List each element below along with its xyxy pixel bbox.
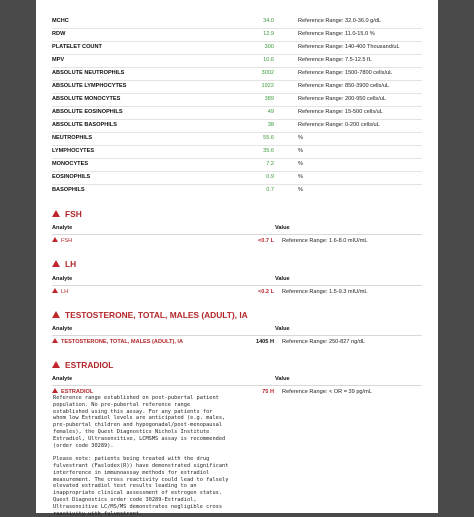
analyte-name: LH [52, 286, 68, 298]
result-row-platelet-count [52, 41, 432, 54]
warning-icon [52, 361, 60, 368]
reference-range: Reference Range: 11.0-15.0 % [298, 31, 375, 37]
result-row-monocytes [52, 158, 432, 171]
value-column-header: Value [275, 376, 290, 382]
result-value: 12.9 [263, 31, 274, 37]
value-column-header: Value [275, 276, 290, 282]
reference-range: % [298, 187, 303, 193]
analyte-name: ABSOLUTE NEUTROPHILS [52, 70, 125, 76]
analyte-name: BASOPHILS [52, 187, 85, 193]
reference-range: Reference Range: 140-400 Thousand/uL [298, 44, 400, 50]
result-value: <0.7 L [257, 238, 274, 244]
reference-range: Reference Range: 1500-7800 cells/uL [298, 70, 393, 76]
result-row-mchc [52, 15, 432, 28]
result-row-neutrophils [52, 132, 432, 145]
result-value: 1405 H [255, 339, 274, 345]
analyte-column-header: Analyte [52, 376, 73, 382]
reference-range: Reference Range: < OR = 39 pg/mL [282, 389, 372, 395]
analyte-column-header: Analyte [52, 225, 73, 231]
analyte-name: MONOCYTES [52, 161, 89, 167]
reference-range: Reference Range: 850-3900 cells/uL [298, 83, 390, 89]
result-value: 389 [264, 96, 274, 102]
analyte-name: PLATELET COUNT [52, 44, 102, 50]
section-title-testosterone: TESTOSTERONE, TOTAL, MALES (ADULT), IA [52, 309, 248, 321]
warning-icon [52, 260, 60, 267]
result-row-lh [52, 286, 422, 298]
result-row-basophils [52, 184, 432, 197]
result-value: 0.7 [266, 187, 274, 193]
table-header [52, 373, 422, 386]
warning-icon [52, 388, 58, 393]
analyte-name: FSH [52, 235, 72, 247]
warning-icon [52, 288, 58, 293]
result-value: 34.0 [263, 18, 274, 24]
analyte-name: ABSOLUTE LYMPHOCYTES [52, 83, 127, 89]
reference-range: Reference Range: 7.5-12.5 fL [298, 57, 372, 63]
analyte-name: RDW [52, 31, 66, 37]
section-title-fsh: FSH [52, 208, 82, 220]
analyte-column-header: Analyte [52, 326, 73, 332]
result-row-fsh [52, 235, 422, 247]
analyte-name: ABSOLUTE EOSINOPHILS [52, 109, 123, 115]
result-value: 3002 [261, 70, 274, 76]
result-row-absolute-basophils [52, 119, 432, 132]
analyte-name: TESTOSTERONE, TOTAL, MALES (ADULT), IA [52, 336, 183, 348]
reference-range: Reference Range: 1.6-8.0 mIU/mL [282, 238, 368, 244]
analyte-name: NEUTROPHILS [52, 135, 93, 141]
result-row-mpv [52, 54, 432, 67]
result-value: 1922 [261, 83, 274, 89]
value-column-header: Value [275, 225, 290, 231]
result-value: <0.2 L [257, 289, 274, 295]
reference-range: Reference Range: 32.0-36.0 g/dL [298, 18, 382, 24]
analyte-name: ABSOLUTE BASOPHILS [52, 122, 117, 128]
analyte-name: MPV [52, 57, 65, 63]
reference-range: Reference Range: 250-827 ng/dL [282, 339, 366, 345]
result-value: 0.9 [266, 174, 274, 180]
warning-icon [52, 237, 58, 242]
result-row-absolute-monocytes [52, 93, 432, 106]
reference-range: Reference Range: 0-200 cells/uL [298, 122, 380, 128]
table-header [52, 222, 422, 235]
reference-range: Reference Range: 200-950 cells/uL [298, 96, 387, 102]
value-column-header: Value [275, 326, 290, 332]
reference-range: % [298, 174, 303, 180]
analyte-name: MCHC [52, 18, 69, 24]
analyte-name: LYMPHOCYTES [52, 148, 95, 154]
analyte-name: ABSOLUTE MONOCYTES [52, 96, 121, 102]
section-title-estradiol: ESTRADIOL [52, 359, 113, 371]
lab-report-page [36, 0, 438, 517]
result-value: 55.6 [263, 135, 274, 141]
result-value: 49 [267, 109, 274, 115]
warning-icon [52, 210, 60, 217]
reference-range: % [298, 135, 303, 141]
table-header [52, 273, 422, 286]
result-value: 10.6 [263, 57, 274, 63]
result-value: 38 [267, 122, 274, 128]
result-value: 7.2 [266, 161, 274, 167]
reference-range: % [298, 161, 303, 167]
result-row-eosinophils [52, 171, 432, 184]
analyte-name: EOSINOPHILS [52, 174, 91, 180]
result-row-testosterone [52, 336, 422, 348]
table-header [52, 323, 422, 336]
result-row-rdw [52, 28, 432, 41]
warning-icon [52, 338, 58, 343]
analyte-name: ESTRADIOL [52, 386, 93, 398]
result-row-absolute-eosinophils [52, 106, 432, 119]
reference-range: Reference Range: 1.5-9.3 mIU/mL [282, 289, 368, 295]
analyte-column-header: Analyte [52, 276, 73, 282]
result-row-absolute-lymphocytes [52, 80, 432, 93]
estradiol-comment: Reference range established on post-pubertal patient population. No pre-pubertal reference range established using this assay. For any patients for whom low Estradiol levels are anticipated (e.g. males, pre-pubertal children and hypogonadal/post-menopausal females), the Quest Diagnostics Nichols Institute Estradiol, Ultrasensitive, LCMSMS assay is recommended (order code 30289). Please note: patients being treated with the drug fulvestrant (Faslodex(R)) have demonstrated significant interference in immunoassay methods for estradiol measurement. The cross reactivity could lead to falsely elevated estradiol test results leading to an inappropriate clinical assessment of estrogen status. Quest Diagnostics order code 30289-Estradiol, Ultrasensitive LC/MS/MS demonstrates negligible cross reactivity with fulvestrant. [53, 395, 229, 517]
result-value: 300 [264, 44, 274, 50]
reference-range: % [298, 148, 303, 154]
warning-icon [52, 311, 60, 318]
result-row-lymphocytes [52, 145, 432, 158]
result-value: 75 H [262, 389, 274, 395]
reference-range: Reference Range: 15-500 cells/uL [298, 109, 383, 115]
section-title-lh: LH [52, 258, 76, 270]
result-value: 35.6 [263, 148, 274, 154]
result-row-absolute-neutrophils [52, 67, 432, 80]
